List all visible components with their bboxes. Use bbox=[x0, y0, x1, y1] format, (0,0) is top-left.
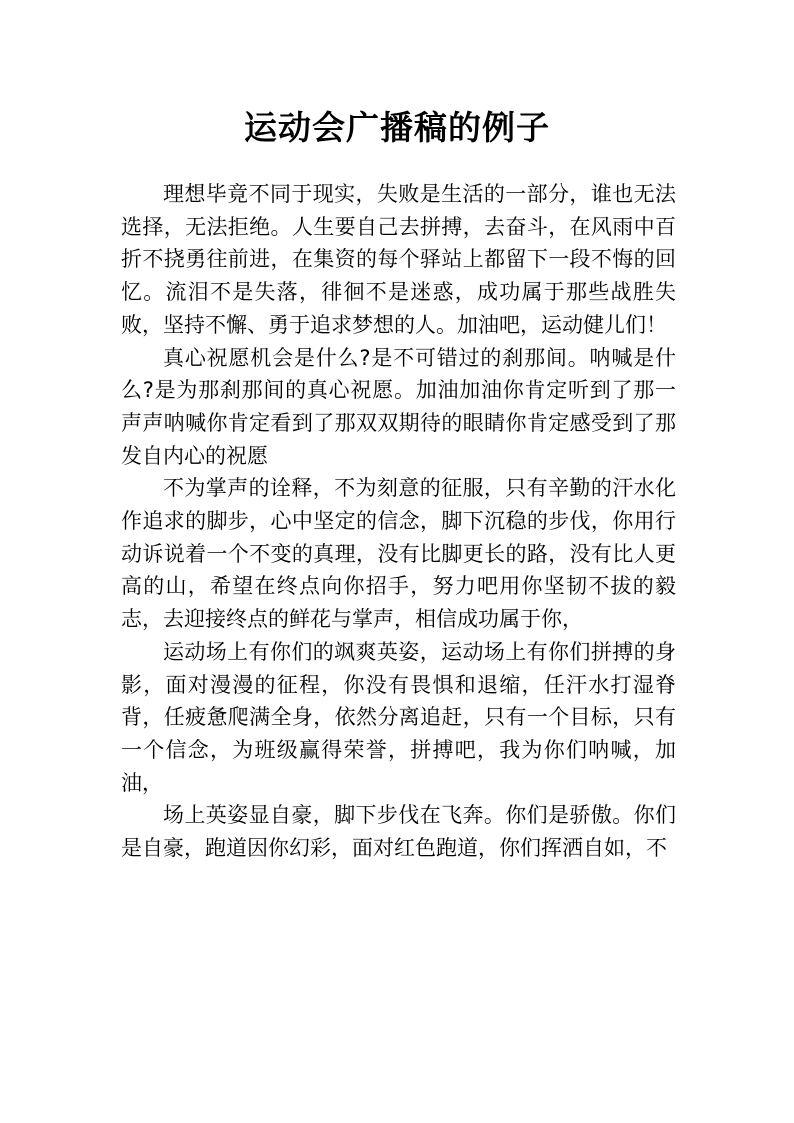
paragraph-4: 运动场上有你们的飒爽英姿，运动场上有你们拼搏的身影，面对漫漫的征程，你没有畏惧和退缩，任汗水打湿脊背，任疲惫爬满全身，依然分离追赶，只有一个目标，只有一个信念，为班级赢得荣誉，拼搏吧，我为你们呐喊，加油， bbox=[121, 639, 676, 795]
paragraph-2: 真心祝愿机会是什么?是不可错过的刹那间。呐喊是什么?是为那刹那间的真心祝愿。加油加油你肯定听到了那一声声呐喊你肯定看到了那双双期待的眼睛你肯定感受到了那发自内心的祝愿 bbox=[121, 345, 676, 468]
paragraph-1: 理想毕竟不同于现实，失败是生活的一部分，谁也无法选择，无法拒绝。人生要自己去拼搏，去奋斗，在风雨中百折不挠勇往前进，在集资的每个驿站上都留下一段不悔的回忆。流泪不是失落，徘徊不是迷惑，成功属于那些战胜失败，坚持不懈、勇于追求梦想的人。加油吧，运动健儿们！ bbox=[121, 182, 676, 337]
paragraph-3: 不为掌声的诠释，不为刻意的征服，只有辛勤的汗水化作追求的脚步，心中坚定的信念，脚下沉稳的步伐，你用行动诉说着一个不变的真理，没有比脚更长的路，没有比人更高的山，希望在终点向你招手，努力吧用你坚韧不拔的毅志，去迎接终点的鲜花与掌声，相信成功属于你， bbox=[121, 476, 676, 632]
document-title: 运动会广播稿的例子 bbox=[244, 108, 550, 147]
document-body bbox=[121, 178, 676, 865]
paragraph-5: 场上英姿显自豪，脚下步伐在飞奔。你们是骄傲。你们是自豪，跑道因你幻彩，面对红色跑道，你们挥洒自如，不 bbox=[121, 803, 676, 861]
